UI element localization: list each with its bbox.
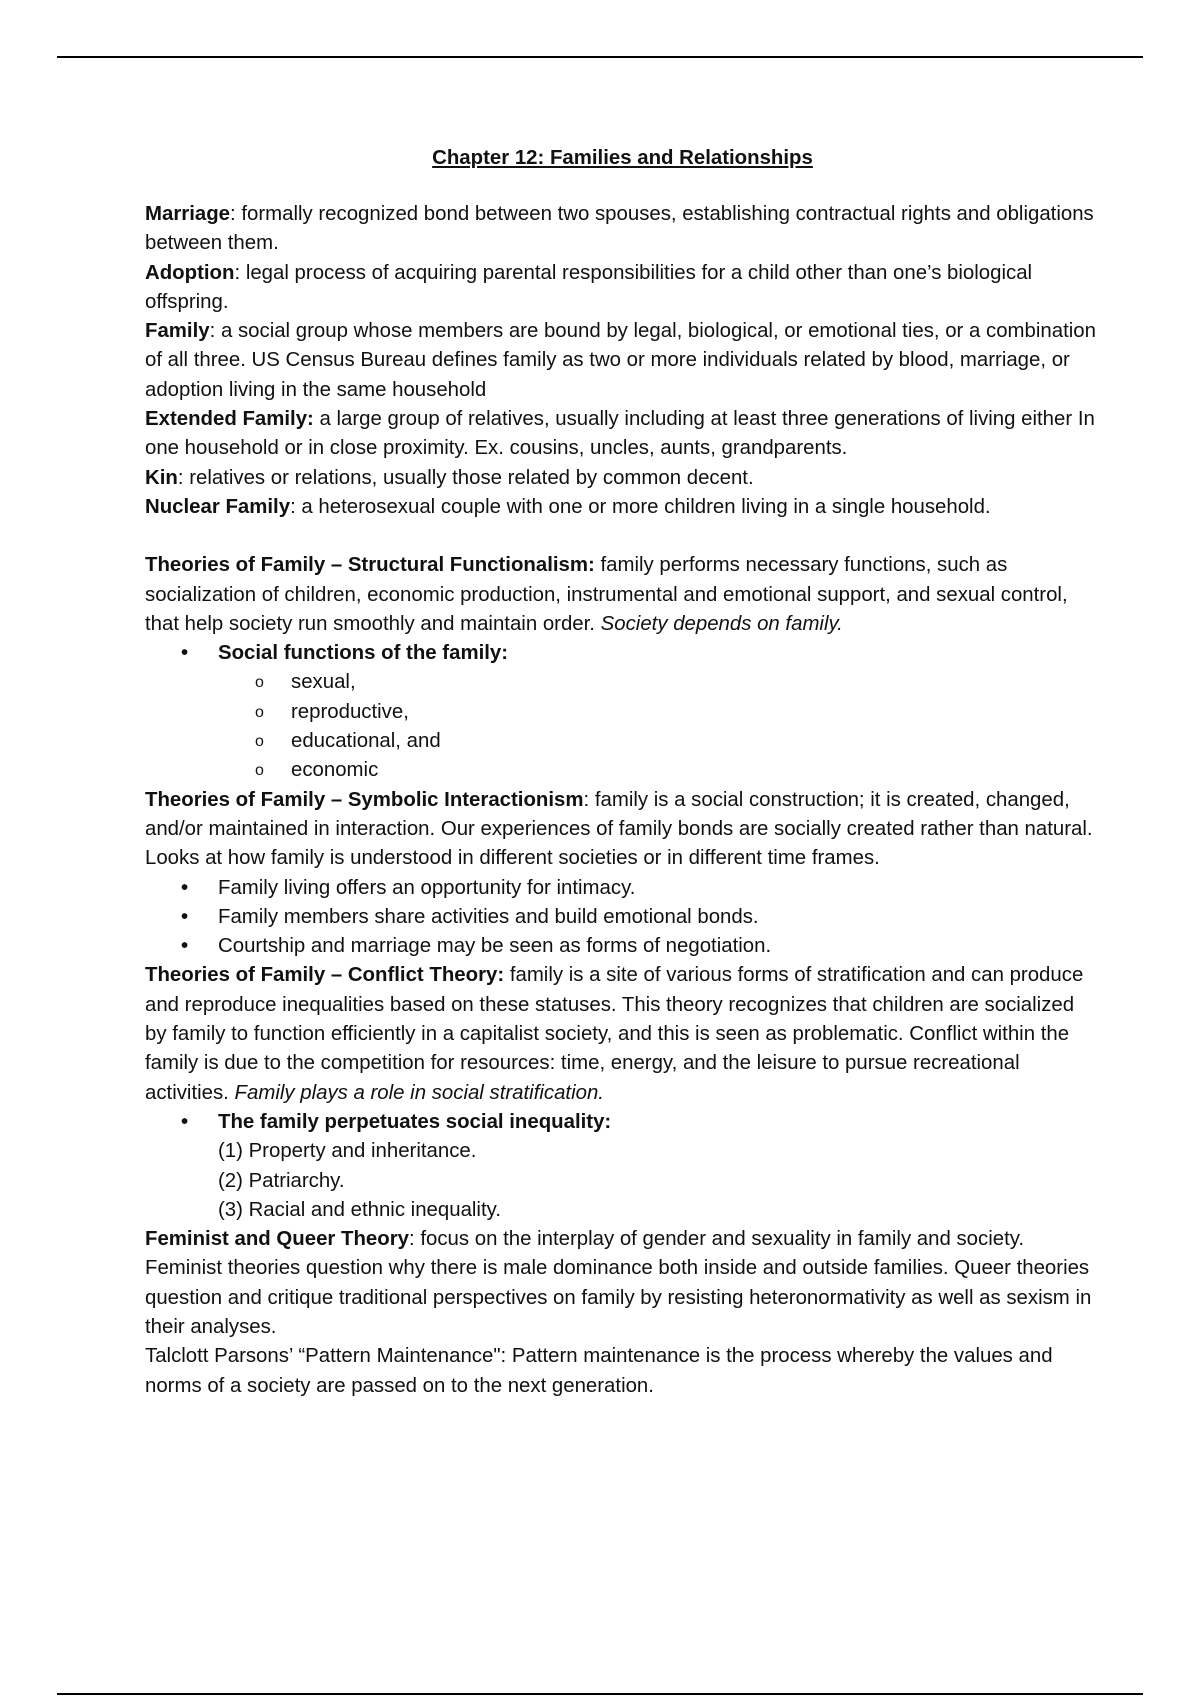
theory-heading: Theories of Family – Conflict Theory:	[145, 964, 505, 987]
definition-text: a social group whose members are bound by legal, biological, or emotional ties, or a combination of all three. US Census Bureau defines family as two or more individuals related by blood, marriage, or adoption living in the same household	[145, 320, 1096, 401]
list-item: o educational, and	[145, 727, 1100, 756]
definition-adoption: Adoption: legal process of acquiring parental responsibilities for a child other than one’s biological offspring.	[145, 261, 1033, 313]
definition-text: a heterosexual couple with one or more children living in a single household.	[301, 495, 991, 518]
footer-rule	[57, 1693, 1143, 1695]
term: Marriage	[145, 203, 230, 225]
theory-feminist-queer: Feminist and Queer Theory: focus on the interplay of gender and sexuality in family and society. Feminist theories question why there is male dominance both inside and outside families. Queer theories question and critique traditional perspectives on family by resisting heteronormativity as well as sexism in their analyses.	[145, 1228, 1092, 1338]
list-item: • Courtship and marriage may be seen as forms of negotiation.	[145, 932, 1100, 961]
term: Family	[145, 320, 210, 343]
list-item: (2) Patriarchy.	[218, 1169, 345, 1192]
list-item: o reproductive,	[145, 698, 1100, 727]
list-item: (1) Property and inheritance.	[218, 1140, 477, 1163]
symbolic-bullets	[145, 874, 1100, 962]
list-item: • Family living offers an opportunity for intimacy.	[145, 874, 1100, 903]
structural-bullets	[145, 639, 1100, 785]
list-item: o sexual,	[145, 668, 1100, 697]
term: Kin	[145, 466, 178, 489]
definition-marriage: Marriage: formally recognized bond between two spouses, establishing contractual rights and obligations between them.	[145, 203, 1094, 255]
theory-structural-functionalism: Theories of Family – Structural Functionalism: family performs necessary functions, such as socialization of children, economic production, instrumental and emotional support, and sexual control, that help society run smoothly and maintain order. Society depends on family.	[145, 554, 1068, 635]
list-item: o economic	[145, 756, 1100, 785]
theory-heading: Theories of Family – Structural Functionalism:	[145, 554, 595, 577]
theory-conflict: Theories of Family – Conflict Theory: family is a site of various forms of stratification and can produce and reproduce inequalities based on these statuses. This theory recognizes that children are socialized by family to function efficiently in a capitalist society, and this is seen as problematic. Conflict within the family is due to the competition for resources: time, energy, and the leisure to pursue recreational activities. Family plays a role in social stratification.	[145, 964, 1084, 1104]
theory-heading: Feminist and Queer Theory	[145, 1228, 410, 1251]
conflict-bullets	[145, 1108, 1100, 1137]
definition-text: formally recognized bond between two spouses, establishing contractual rights and obligations between them.	[145, 203, 1094, 255]
list-item: (3) Racial and ethnic inequality.	[218, 1198, 501, 1221]
document-page	[145, 144, 1100, 1401]
definition-extended-family	[145, 405, 1100, 464]
list-item: • The family perpetuates social inequality:	[145, 1108, 1100, 1137]
definition-nuclear-family: Nuclear Family: a heterosexual couple with one or more children living in a single household.	[145, 495, 991, 518]
definition-text: relatives or relations, usually those related by common decent.	[189, 466, 754, 489]
term: Nuclear Family	[145, 495, 291, 518]
definition-text: a large group of relatives, usually including at least three generations of living either In one household or in close proximity. Ex. cousins, uncles, aunts, grandparents.	[145, 408, 1095, 460]
spacer	[145, 522, 1100, 551]
term: Adoption	[145, 261, 235, 284]
list-item: • Family members share activities and build emotional bonds.	[145, 903, 1100, 932]
page-title: Chapter 12: Families and Relationships	[432, 147, 813, 169]
list-item: • Social functions of the family: o sexual, o reproductive, o educational, and o economic	[145, 639, 1100, 785]
social-functions-list	[145, 668, 1100, 785]
theory-symbolic-interactionism: Theories of Family – Symbolic Interactionism: family is a social construction; it is created, changed, and/or maintained in interaction. Our experiences of family bonds are socially created rather than natural. Looks at how family is understood in different societies or in different time frames.	[145, 788, 1093, 870]
definition-kin: Kin: relatives or relations, usually those related by common decent.	[145, 466, 754, 489]
definition-text: legal process of acquiring parental responsibilities for a child other than one’s biological offspring.	[145, 261, 1033, 313]
theory-heading: Theories of Family – Symbolic Interactionism	[145, 788, 584, 811]
definition-family: Family: a social group whose members are bound by legal, biological, or emotional ties, or a combination of all three. US Census Bureau defines family as two or more individuals related by blood, marriage, or adoption living in the same household	[145, 320, 1096, 401]
term: Extended Family:	[145, 408, 314, 431]
parsons-pattern-maintenance: Talclott Parsons’ “Pattern Maintenance": Pattern maintenance is the process whereby the values and norms of a society are passed on to the next generation.	[145, 1345, 1053, 1397]
header-rule	[57, 56, 1143, 58]
inequality-list	[145, 1137, 1100, 1225]
